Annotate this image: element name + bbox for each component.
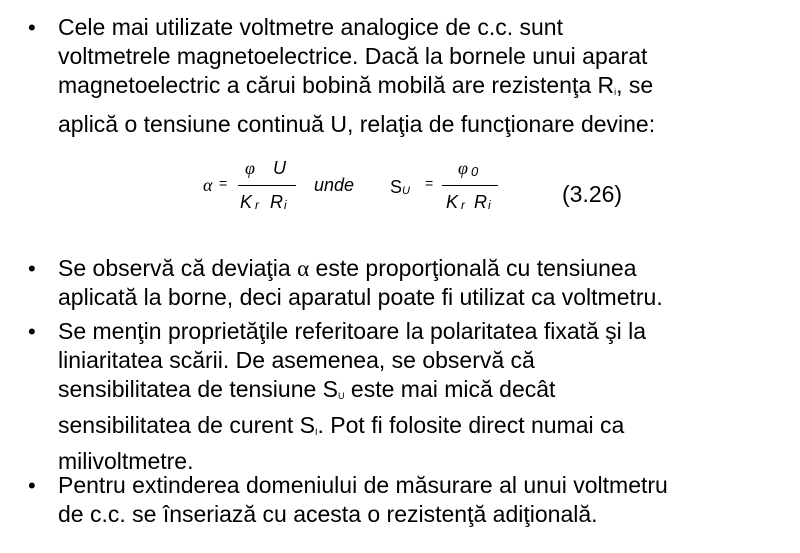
i-subscript: i — [284, 198, 287, 212]
text-segment: sensibilitatea de tensiune S — [58, 376, 339, 402]
bullet-text-4 — [58, 471, 788, 529]
S-variable: S — [390, 177, 403, 197]
R-variable-2: R — [474, 192, 487, 212]
bullet-marker-3: • — [28, 319, 36, 344]
fraction-bar-2 — [442, 185, 498, 186]
zero-subscript: 0 — [471, 164, 479, 179]
text-line: Cele mai utilizate voltmetre analogice de c.c. sunt — [58, 14, 563, 40]
bullet-marker-1: • — [28, 15, 36, 40]
text-segment: este proporţională cu tensiunea — [309, 255, 637, 281]
phi0-symbol: φ — [458, 158, 468, 178]
text-segment: , se — [616, 72, 654, 98]
text-segment: magnetoelectric a cărui bobină mobilă are rezistenţa R — [58, 72, 615, 98]
U-variable: U — [273, 158, 286, 178]
alpha-symbol: α — [203, 175, 213, 195]
subscript-U: U — [338, 391, 345, 401]
K-variable-2: K — [446, 192, 459, 212]
text-line — [58, 375, 788, 411]
text-line: Pentru extinderea domeniului de măsurare al unui voltmetru — [58, 472, 668, 498]
phi-symbol: φ — [245, 158, 255, 178]
text-segment: sensibilitatea de curent S — [58, 412, 315, 438]
text-line — [58, 71, 788, 107]
text-segment: . Pot fi folosite direct numai ca — [317, 412, 625, 438]
text-line: de c.c. se înseriază cu acesta o rezistenţă adiţională. — [58, 501, 598, 527]
formula-3-26 — [0, 150, 800, 230]
text-line: aplică o tensiune continuă U, relaţia de funcţionare devine: — [58, 111, 656, 137]
alpha-symbol-inline: α — [297, 256, 310, 281]
bullet-text-1 — [58, 13, 788, 139]
subscript-i: i — [614, 87, 617, 97]
unde-word: unde — [314, 175, 355, 195]
text-segment: Se observă că deviaţia — [58, 255, 298, 281]
text-line: Se menţin proprietăţile referitoare la polaritatea fixată şi la — [58, 318, 647, 344]
R-variable: R — [270, 192, 283, 212]
fraction-bar-1 — [238, 185, 296, 186]
text-line: voltmetrele magnetoelectrice. Dacă la bornele unui aparat — [58, 43, 648, 69]
subscript-I: I — [315, 427, 318, 437]
SU-subscript: U — [402, 185, 410, 197]
r-subscript-2: r — [461, 198, 465, 212]
text-line: liniaritatea scării. De asemenea, se observă că — [58, 347, 535, 373]
r-subscript: r — [255, 198, 259, 212]
text-line — [58, 254, 788, 283]
text-segment: este mai mică decât — [344, 376, 556, 402]
bullet-text-3 — [58, 317, 788, 476]
equation-number: (3.26) — [562, 181, 623, 207]
text-line: aplicată la borne, deci aparatul poate fi utilizat ca voltmetru. — [58, 284, 663, 310]
K-variable: K — [240, 192, 253, 212]
bullet-marker-4: • — [28, 473, 36, 498]
equals-sign: = — [219, 175, 228, 191]
bullet-marker-2: • — [28, 256, 36, 281]
equals-sign-2: = — [425, 175, 434, 191]
i-subscript-2: i — [488, 198, 491, 212]
text-line: milivoltmetre. — [58, 448, 194, 474]
bullet-text-2 — [58, 254, 788, 312]
text-line — [58, 411, 788, 447]
